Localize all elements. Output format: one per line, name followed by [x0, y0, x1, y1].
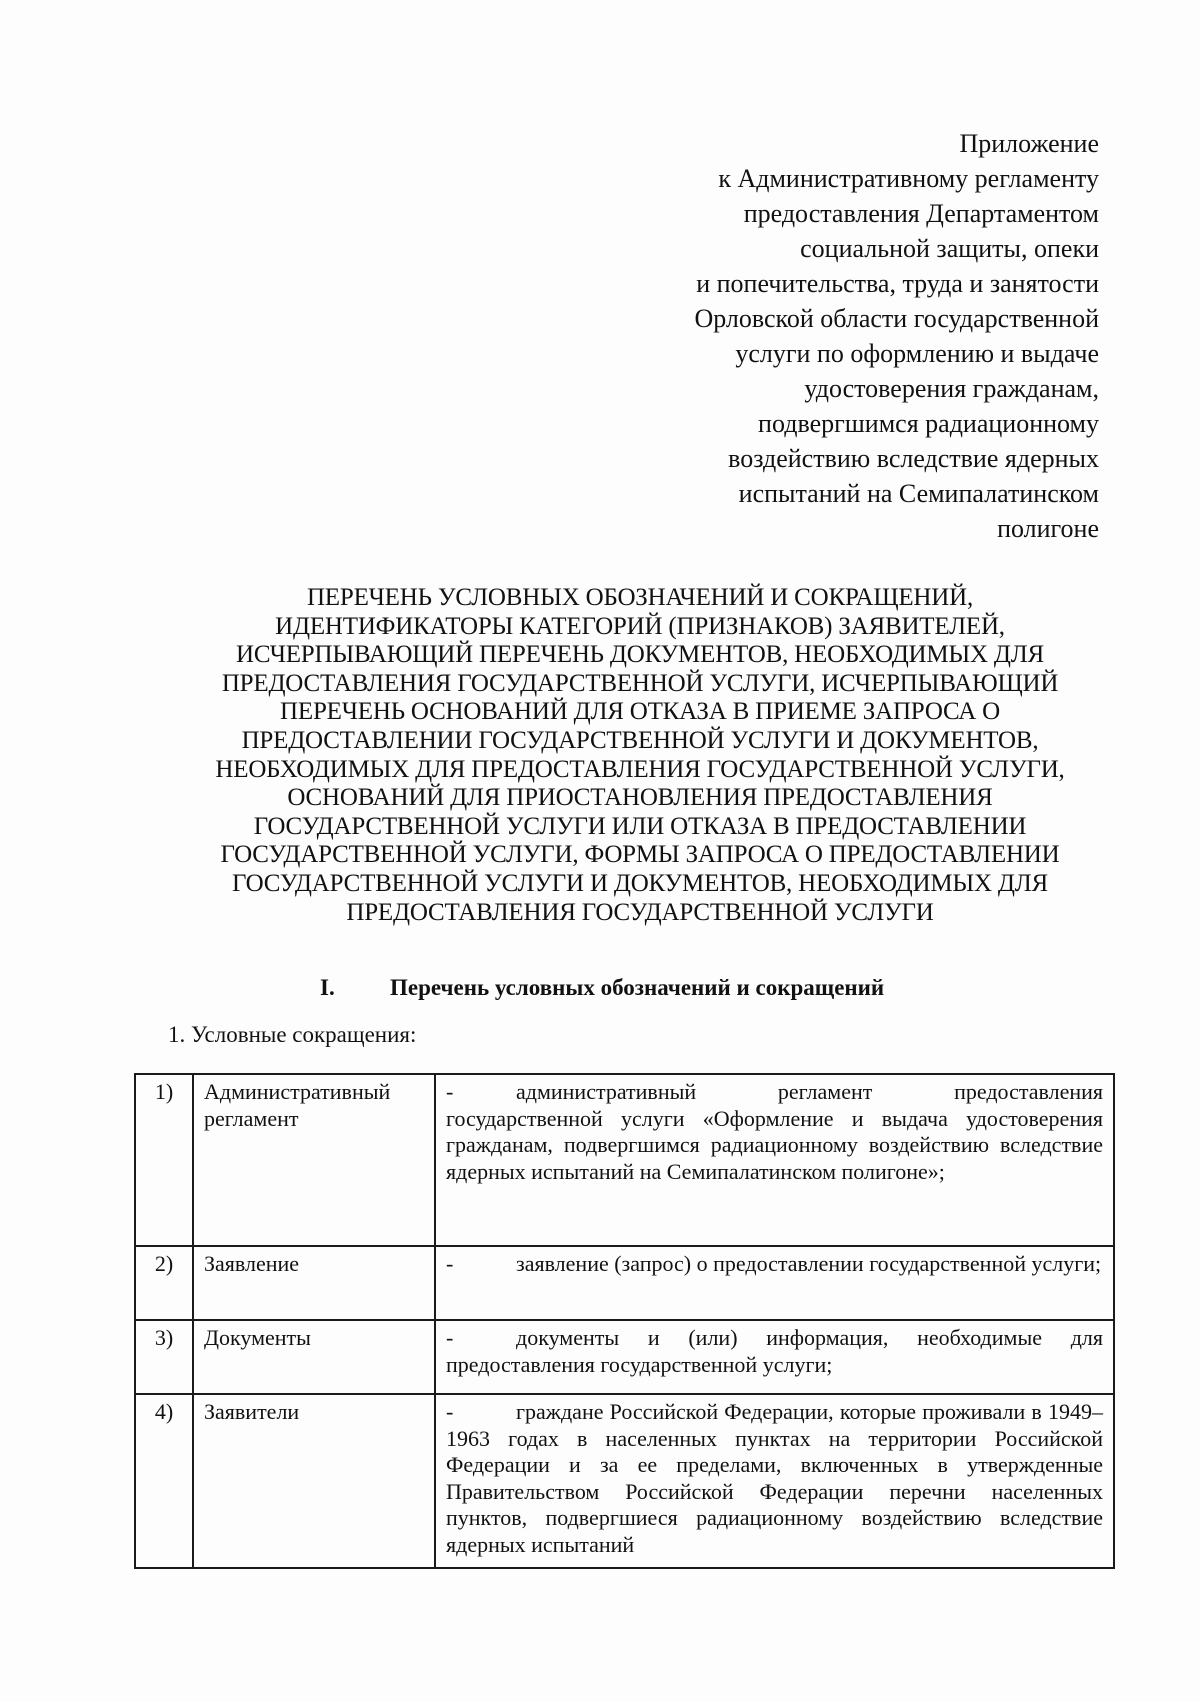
title-line: ИДЕНТИФИКАТОРЫ КАТЕГОРИЙ (ПРИЗНАКОВ) ЗАЯВИТЕЛЕЙ, — [275, 612, 1005, 640]
row-definition-cell — [435, 1246, 1114, 1320]
title-line: ИСЧЕРПЫВАЮЩИЙ ПЕРЕЧЕНЬ ДОКУМЕНТОВ, НЕОБХОДИМЫХ ДЛЯ — [235, 641, 1045, 669]
row-definition: административный регламент предоставления государственной услуги «Оформление и выдача удостоверения гражданам, подвергшимся радиационному воздействию вследствие ядерных испытаний на Семипалатинском полигоне»; — [446, 1079, 1103, 1184]
table-row — [135, 1320, 1114, 1394]
table-row — [135, 1246, 1114, 1320]
title-line: ОСНОВАНИЙ ДЛЯ ПРИОСТАНОВЛЕНИЯ ПРЕДОСТАВЛЕНИЯ — [287, 784, 993, 812]
title-line: ПРЕДОСТАВЛЕНИЯ ГОСУДАРСТВЕННОЙ УСЛУГИ, ИСЧЕРПЫВАЮЩИЙ — [221, 669, 1059, 697]
row-number: 1) — [135, 1074, 193, 1246]
row-term: Административный регламент — [193, 1074, 435, 1246]
row-term: Заявители — [193, 1394, 435, 1568]
row-number: 2) — [135, 1246, 193, 1320]
title-line: ПРЕДОСТАВЛЕНИИ ГОСУДАРСТВЕННОЙ УСЛУГИ И ДОКУМЕНТОВ, — [241, 726, 1039, 754]
appendix-line: подвергшимся радиационному — [758, 409, 1099, 438]
title-line: ГОСУДАРСТВЕННОЙ УСЛУГИ, ФОРМЫ ЗАПРОСА О ПРЕДОСТАВЛЕНИИ — [220, 841, 1060, 869]
appendix-line: к Административному регламенту — [718, 164, 1099, 193]
title-line: ПРЕДОСТАВЛЕНИЯ ГОСУДАРСТВЕННОЙ УСЛУГИ — [346, 898, 934, 926]
appendix-line: воздействию вследствие ядерных — [728, 444, 1099, 473]
title-line: ПЕРЕЧЕНЬ ОСНОВАНИЙ ДЛЯ ОТКАЗА В ПРИЕМЕ ЗАПРОСА О — [280, 698, 1000, 726]
appendix-line: испытаний на Семипалатинском — [738, 479, 1099, 508]
row-definition: граждане Российской Федерации, которые проживали в 1949–1963 годах в населенных пунктах на территории Российской Федерации и за ее пределами, включенных в утвержденные Правительством Российской Федерации перечни населенных пунктов, подвергшиеся радиационному воздействию вследствие ядерных испытаний — [446, 1399, 1103, 1557]
section-number: I. — [320, 975, 335, 1000]
title-line: ПЕРЕЧЕНЬ УСЛОВНЫХ ОБОЗНАЧЕНИЙ И СОКРАЩЕНИЙ, — [306, 584, 974, 611]
appendix-line: Приложение — [959, 129, 1099, 158]
row-definition: документы и (или) информация, необходимые для предоставления государственной услуги; — [446, 1325, 1103, 1377]
row-definition-cell — [435, 1074, 1114, 1246]
row-dash: - — [446, 1251, 454, 1276]
appendix-line: услуги по оформлению и выдаче — [735, 339, 1099, 368]
appendix-line: предоставления Департаментом — [743, 199, 1099, 228]
document-title — [200, 584, 1080, 927]
title-line: НЕОБХОДИМЫХ ДЛЯ ПРЕДОСТАВЛЕНИЯ ГОСУДАРСТВЕННОЙ УСЛУГИ, — [215, 755, 1065, 783]
row-definition: заявление (запрос) о предоставлении государственной услуги; — [516, 1251, 1102, 1276]
table-row — [135, 1074, 1114, 1246]
title-line: ГОСУДАРСТВЕННОЙ УСЛУГИ И ДОКУМЕНТОВ, НЕОБХОДИМЫХ ДЛЯ — [232, 869, 1048, 897]
abbreviations-table — [134, 1073, 1115, 1569]
section-heading — [320, 975, 970, 1001]
subheading: 1. Условные сокращения: — [168, 1022, 417, 1047]
section-title: Перечень условных обозначений и сокращений — [390, 975, 885, 1000]
row-definition-cell — [435, 1320, 1114, 1394]
appendix-line: социальной защиты, опеки — [800, 234, 1099, 263]
row-number: 3) — [135, 1320, 193, 1394]
row-term: Заявление — [193, 1246, 435, 1320]
row-dash: - — [446, 1079, 454, 1104]
row-number: 4) — [135, 1394, 193, 1568]
row-dash: - — [446, 1399, 454, 1424]
row-definition-cell — [435, 1394, 1114, 1568]
row-dash: - — [446, 1325, 454, 1350]
appendix-line: и попечительства, труда и занятости — [696, 269, 1099, 298]
title-line: ГОСУДАРСТВЕННОЙ УСЛУГИ ИЛИ ОТКАЗА В ПРЕДОСТАВЛЕНИИ — [253, 812, 1027, 840]
appendix-line: Орловской области государственной — [694, 304, 1099, 333]
appendix-line: удостоверения гражданам, — [804, 374, 1099, 403]
row-term: Документы — [193, 1320, 435, 1394]
appendix-header — [579, 126, 1099, 546]
appendix-line: полигоне — [997, 514, 1099, 543]
table-row — [135, 1394, 1114, 1568]
